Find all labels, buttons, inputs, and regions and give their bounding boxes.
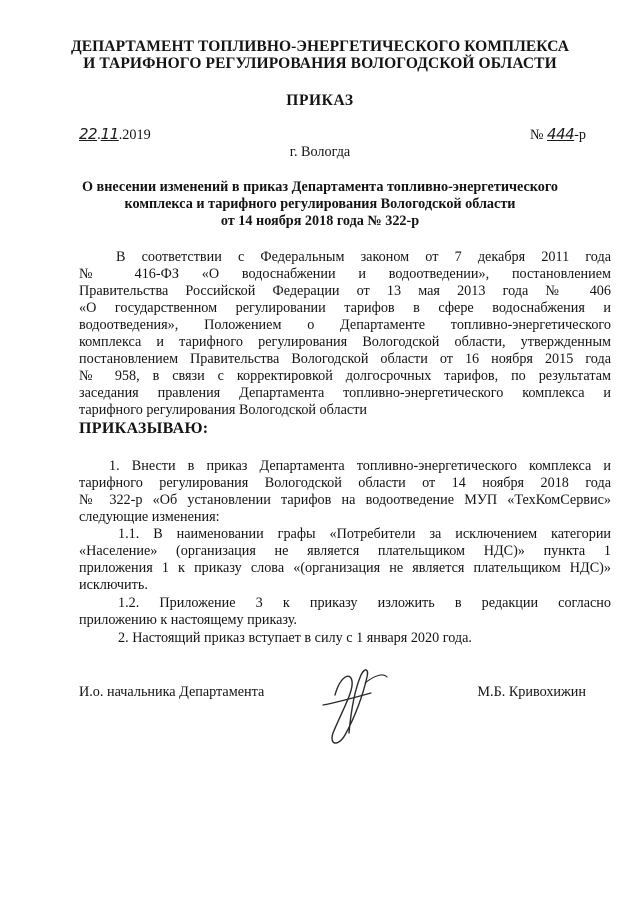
- item-1-1-line: 1.1. В наименовании графы «Потребители за исключением категории: [118, 526, 611, 542]
- signatory-position: И.о. начальника Департамента: [79, 684, 265, 700]
- doc-type-heading: ПРИКАЗ: [286, 92, 354, 109]
- date-month: 11: [100, 125, 119, 143]
- item-1-2-line: 1.2. Приложение 3 к приказу изложить в редакции согласно: [118, 595, 611, 611]
- preamble-line: комплекса и тарифного регулирования Вологодской области, утвержденным: [79, 334, 611, 350]
- preamble-line: № 958, в связи с корректировкой долгосрочных тарифов, по результатам: [79, 368, 611, 384]
- date-year: .2019: [118, 127, 151, 143]
- number-prefix: №: [529, 127, 544, 143]
- order-date: 22.11.2019: [79, 125, 151, 143]
- city: г. Вологда: [289, 144, 351, 160]
- item-1-1-line: «Население» (организация не является плательщиком НДС)» пункта 1: [79, 543, 611, 559]
- preamble-line: водоотведения», Положением о Департаменте топливно-энергетического: [79, 317, 611, 333]
- title-line-1: О внесении изменений в приказ Департамента топливно-энергетического: [81, 179, 559, 195]
- item-1-line: тарифного регулирования Вологодской области от 14 ноября 2018 года: [79, 475, 611, 491]
- order-word: ПРИКАЗЫВАЮ:: [79, 420, 209, 437]
- item-1-line: № 322-р «Об установлении тарифов на водоотведение МУП «ТехКомСервис»: [79, 492, 611, 508]
- preamble-line: В соответствии с Федеральным законом от 7 декабря 2011 года: [116, 249, 611, 265]
- item-2-text: 2. Настоящий приказ вступает в силу с 1 января 2020 года.: [118, 630, 472, 646]
- department-name-line-1: ДЕПАРТАМЕНТ ТОПЛИВНО-ЭНЕРГЕТИЧЕСКОГО КОМПЛЕКСА: [70, 38, 570, 55]
- signatory-name: М.Б. Кривохижин: [477, 684, 586, 700]
- item-1-2-line: приложению к настоящему приказу.: [79, 612, 297, 628]
- preamble-line: «О государственном регулировании тарифов в сфере водоснабжения и: [79, 300, 611, 316]
- item-1-1-line: приложения 1 к приказу слова «(организация не является плательщиком НДС)»: [79, 560, 611, 576]
- order-number: [530, 126, 586, 144]
- number-suffix: -р: [574, 127, 586, 143]
- title-line-2: комплекса и тарифного регулирования Вологодской области: [124, 196, 516, 212]
- preamble-line: тарифного регулирования Вологодской области: [79, 402, 367, 418]
- number-value: 444: [547, 125, 575, 143]
- item-1-1-line: исключить.: [79, 577, 148, 593]
- preamble-line: постановлением Правительства Вологодской области от 16 ноября 2015 года: [79, 351, 611, 367]
- preamble-line: Правительства Российской Федерации от 13 мая 2013 года № 406: [79, 283, 611, 299]
- title-line-3: от 14 ноября 2018 года № 322-р: [220, 213, 420, 229]
- preamble-line: № 416-ФЗ «О водоснабжении и водоотведении», постановлением: [79, 266, 611, 282]
- item-1-line: следующие изменения:: [79, 509, 220, 525]
- signature-image: [305, 655, 395, 755]
- item-1-line: 1. Внести в приказ Департамента топливно-энергетического комплекса и: [109, 458, 611, 474]
- preamble-line: заседания правления Департамента топливно-энергетического комплекса и: [79, 385, 611, 401]
- department-name-line-2: И ТАРИФНОГО РЕГУЛИРОВАНИЯ ВОЛОГОДСКОЙ ОБЛАСТИ: [83, 55, 557, 72]
- date-day: 22: [79, 125, 98, 143]
